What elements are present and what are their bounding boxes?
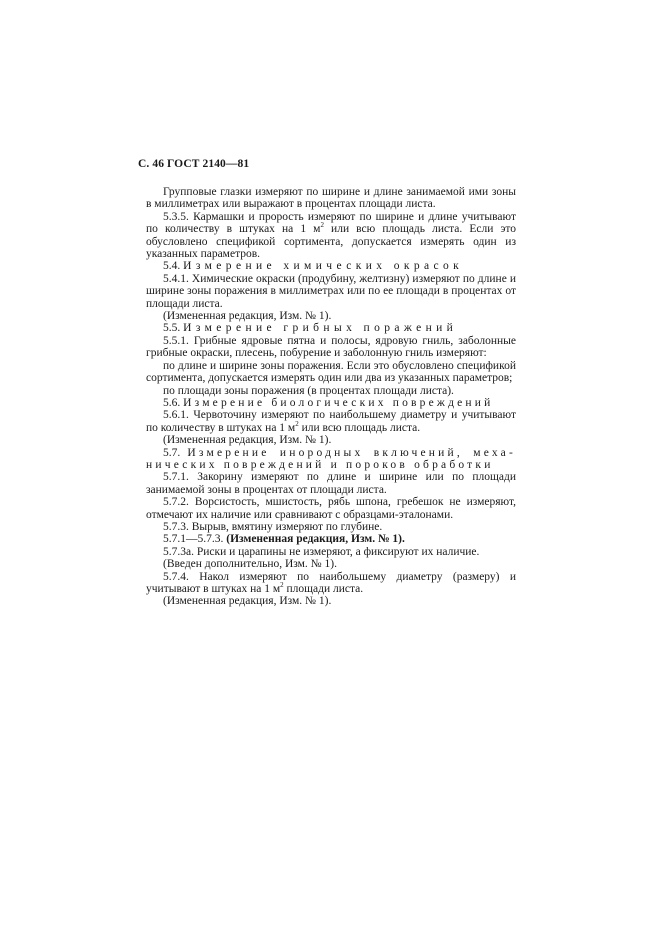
paragraph-5-6-1 bbox=[146, 409, 516, 434]
text-5-7-4-a: 5.7.4. Накол измеряют по наибольшему диаметру (размеру) и учитывают в штуках на 1 м bbox=[146, 570, 516, 595]
superscript-2: 2 bbox=[280, 581, 284, 590]
heading-5-7-number: 5.7. bbox=[163, 446, 188, 459]
heading-5-4 bbox=[146, 260, 516, 272]
paragraph-group-knots: Групповые глазки измеряют по ширине и длине занимаемой ими зоны в миллиметрах или выражают в процентах площади листа. bbox=[146, 186, 516, 211]
heading-5-4-number: 5.4. bbox=[163, 260, 184, 273]
heading-5-6-title: Измерение биологических повреждений bbox=[183, 396, 494, 409]
paragraph-5-3-5 bbox=[146, 211, 516, 261]
text-5-3-5-a: 5.3.5. Кармашки и прорость измеряют по ширине и длине учитывают по количеству в штуках на 1 м bbox=[146, 210, 516, 236]
text-5-3-5-b: или всю площадь листа. Если это обусловлено спецификой сортимента, допускается измерять один из указанных параметров. bbox=[146, 223, 517, 261]
heading-5-7-title-b: нических повреждений и пороков обработки bbox=[146, 458, 494, 471]
heading-5-6-number: 5.6. bbox=[163, 396, 184, 409]
heading-5-6 bbox=[146, 397, 516, 409]
text-5-7-1-5-7-3-range: 5.7.1—5.7.3. bbox=[163, 533, 227, 546]
edited-note-1: (Измененная редакция, Изм. № 1). bbox=[163, 310, 332, 323]
edited-note-3: (Измененная редакция, Изм. № 1). bbox=[163, 595, 332, 608]
introduced-note: (Введен дополнительно, Изм. № 1). bbox=[163, 558, 337, 571]
paragraph-5-7-3a: 5.7.3а. Риски и царапины не измеряют, а фиксируют их наличие. bbox=[163, 545, 480, 558]
paragraph-5-7-2: 5.7.2. Ворсистость, мшистость, рябь шпона, гребешок не измеряют, отмечают их наличие или сравнивают с образцами-эталонами. bbox=[146, 496, 516, 521]
superscript-2: 2 bbox=[295, 419, 299, 428]
heading-5-7-line-1 bbox=[146, 447, 516, 459]
heading-5-5-title: Измерение грибных поражений bbox=[183, 322, 458, 335]
paragraph-5-5-1-a: по длине и ширине зоны поражения. Если это обусловлено спецификой сортимента, допускается измерять один или два из указанных параметров; bbox=[146, 359, 516, 385]
page-header: С. 46 ГОСТ 2140—81 bbox=[138, 158, 250, 170]
paragraph-5-7-3: 5.7.3. Вырыв, вмятину измеряют по глубине. bbox=[163, 520, 383, 533]
heading-5-5-number: 5.5. bbox=[163, 322, 184, 335]
text-5-6-1-b: или всю площадь листа. bbox=[298, 421, 421, 434]
paragraph-5-5-1: 5.5.1. Грибные ядровые пятна и полосы, ядровую гниль, заболонные грибные окраски, плесень, побурение и заболонную гниль измеряют: bbox=[146, 334, 516, 360]
heading-5-7-line-2 bbox=[146, 459, 516, 471]
paragraph-5-4-1: 5.4.1. Химические окраски (продубину, желтизну) измеряют по длине и ширине зоны поражения в миллиметрах или по ее площади в процентах от площади листа. bbox=[146, 272, 516, 310]
paragraph-5-7-4 bbox=[146, 571, 516, 596]
superscript-2: 2 bbox=[320, 221, 324, 230]
text-edited-bold: (Измененная редакция, Изм. № 1). bbox=[226, 533, 405, 546]
paragraph-5-5-1-b: по площади зоны поражения (в процентах площади листа). bbox=[163, 384, 454, 397]
text-5-7-4-b: площади листа. bbox=[283, 583, 364, 595]
edited-note-2: (Измененная редакция, Изм. № 1). bbox=[163, 434, 332, 447]
heading-5-4-title: Измерение химических окрасок bbox=[183, 260, 464, 273]
heading-5-7-title-a: Измерение инородных включений, меха- bbox=[187, 446, 517, 459]
document-body bbox=[146, 186, 516, 608]
paragraph-5-7-1-5-7-3 bbox=[146, 533, 516, 545]
paragraph-5-7-1: 5.7.1. Закорину измеряют по длине и ширине или по площади занимаемой зоны в процентах от площади листа. bbox=[146, 471, 516, 496]
heading-5-5 bbox=[146, 322, 516, 334]
text-5-6-1-a: 5.6.1. Червоточину измеряют по наибольшему диаметру и учитывают по количеству в штуках на 1 м bbox=[146, 409, 516, 434]
